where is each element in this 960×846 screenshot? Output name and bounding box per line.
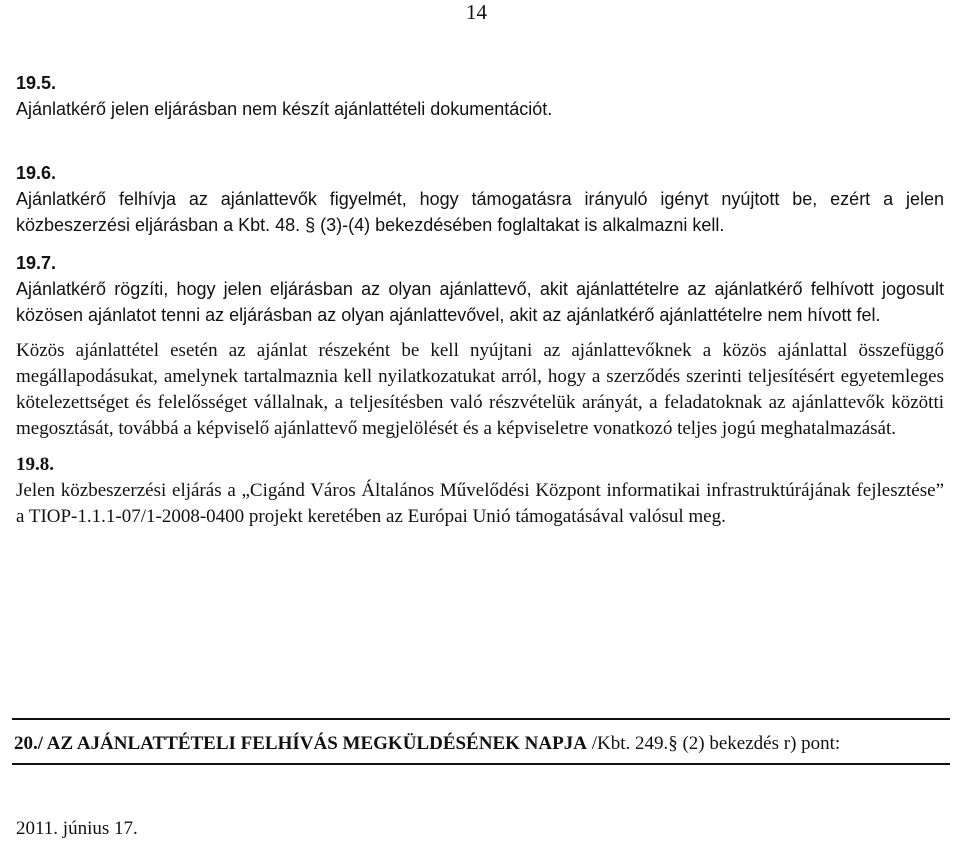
section-heading-19-7: 19.7. [16, 253, 57, 273]
section-text-19-8: Jelen közbeszerzési eljárás a „Cigánd Város Általános Művelődési Központ informatikai infrastruktúrájának fejlesztése” a TIOP-1.1.1-07/1-2008-0400 projekt keretében az Európai Unió támogatásával valósul meg. [16, 480, 944, 527]
section-heading-19-5: 19.5. [16, 73, 57, 93]
document-body [16, 70, 944, 530]
section-heading-19-6: 19.6. [16, 163, 57, 183]
section-20-reference: /Kbt. 249.§ (2) bekezdés r) pont: [586, 733, 841, 754]
section-20-box [12, 718, 950, 765]
section-text-19-7-a: Ajánlatkérő rögzíti, hogy jelen eljárásban az olyan ajánlattevő, akit ajánlattételre az ajánlatkérő felhívott jogosult közösen ajánlatot tenni az eljárásban az olyan ajánlattevővel, akit az ajánlatkérő ajánlattételre nem hívott fel. [16, 279, 944, 325]
section-text-19-6: Ajánlatkérő felhívja az ajánlattevők figyelmét, hogy támogatásra irányuló igényt nyújtott be, ezért a jelen közbeszerzési eljárásban a Kbt. 48. § (3)-(4) bekezdésében foglaltakat is alkalmazni kell. [16, 189, 944, 235]
section-20-title: 20./ AZ AJÁNLATTÉTELI FELHÍVÁS MEGKÜLDÉSÉNEK NAPJA [14, 733, 587, 754]
section-text-19-7-b: Közös ajánlattétel esetén az ajánlat részeként be kell nyújtani az ajánlattevőknek a közös ajánlattal összefüggő megállapodásukat, amelynek tartalmaznia kell nyilatkozatukat arról, hogy a szerződés szerinti teljesítésért egyetemleges kötelezettséget és felelősséget vállalnak, a teljesítésben való részvételük arányát, a feladatoknak az ajánlattevők közötti megosztását, továbbá a képviselő ajánlattevő megjelölését és a képviseletre vonatkozó teljes jogú meghatalmazását. [16, 340, 944, 439]
send-date: 2011. június 17. [16, 818, 138, 839]
section-heading-19-8: 19.8. [16, 454, 54, 475]
page-number: 14 [466, 0, 487, 24]
section-text-19-5: Ajánlatkérő jelen eljárásban nem készít ajánlattételi dokumentációt. [16, 99, 553, 119]
